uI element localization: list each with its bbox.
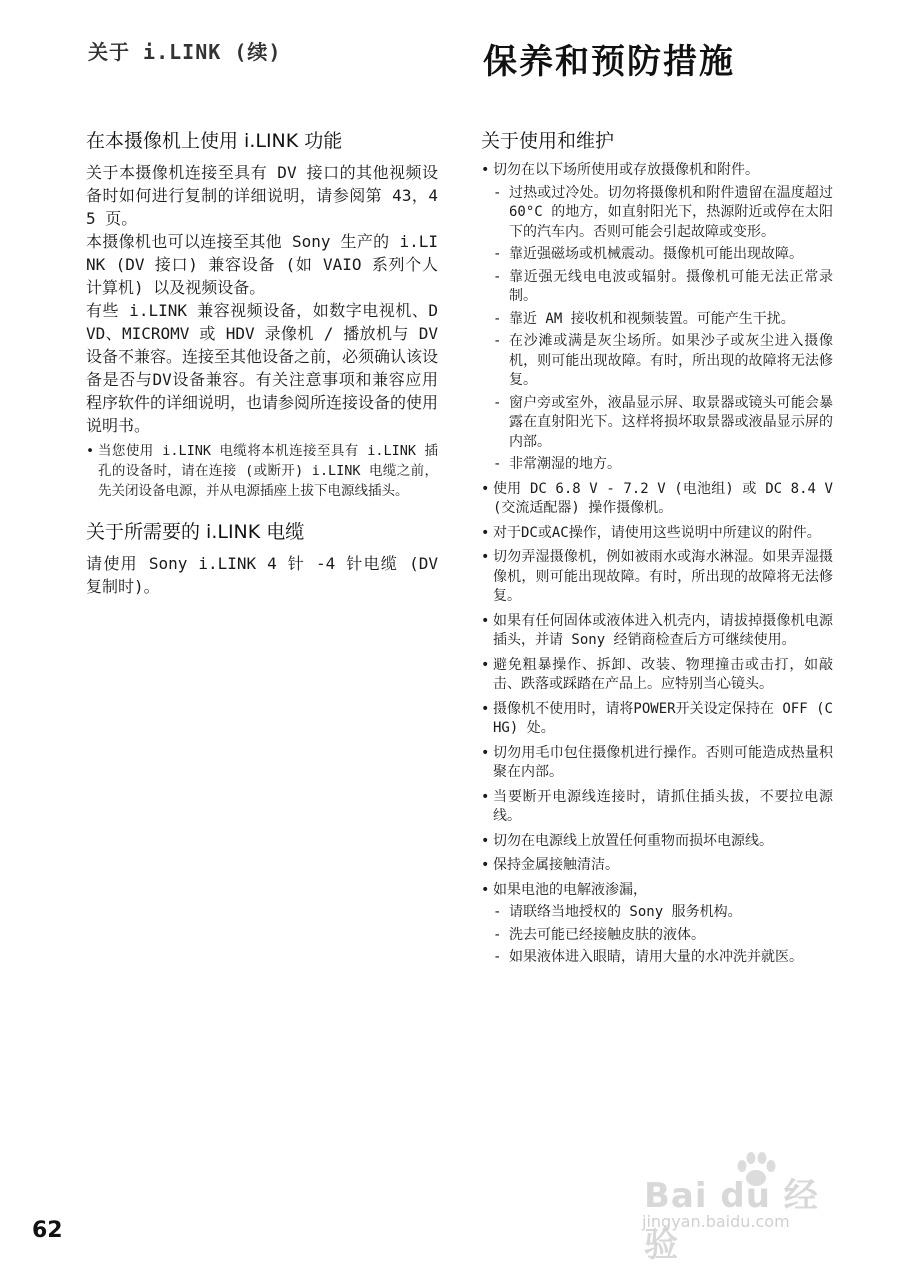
bullet-icon: • (481, 612, 490, 629)
list-item (481, 744, 833, 783)
item-text: 对于DC或AC操作，请使用这些说明中所建议的附件。 (493, 524, 821, 541)
section-title-ilink-use: 在本摄像机上使用 i.LINK 功能 (86, 130, 343, 152)
bullet-icon: • (481, 857, 490, 873)
sub-item (481, 310, 833, 330)
sub-item (481, 245, 833, 265)
sub-item-text: 过热或过冷处。切勿将摄像机和附件遗留在温度超过 60°C 的地方，如直射阳光下，热源附近或停在太阳下的汽车内。否则可能会引起故障或变形。 (509, 184, 833, 240)
bullet-icon: • (86, 443, 95, 459)
dash-icon: - (493, 268, 502, 285)
item-text: 切勿用毛巾包住摄像机进行操作。否则可能造成热量积聚在内部。 (493, 744, 833, 780)
bullet-icon: • (481, 524, 490, 541)
bullet-icon: • (481, 480, 490, 497)
paragraph: 关于本摄像机连接至具有 DV 接口的其他视频设备时如何进行复制的详细说明，请参阅第 43，45 页。 (86, 163, 438, 228)
sub-item (481, 903, 833, 923)
baidu-watermark (638, 1150, 838, 1265)
item-text: 切勿在以下场所使用或存放摄像机和附件。 (493, 162, 759, 178)
list-item (481, 612, 833, 651)
paragraph: 请使用 Sony i.LINK 4 针 -4 针电缆 (DV 复制时)。 (86, 554, 438, 596)
item-text: 切勿弄湿摄像机，例如被雨水或海水淋湿。如果弄湿摄像机，则可能出现故障。有时，所出现的故障将无法修复。 (493, 549, 833, 604)
dash-icon: - (493, 184, 502, 201)
list-item (481, 788, 833, 827)
section-continuation-header: 关于 i.LINK (续) (88, 40, 282, 64)
bullet-icon: • (481, 832, 490, 849)
bullet-icon: • (481, 700, 490, 717)
watermark-url: jingyan.baidu.com (642, 1212, 790, 1231)
section-title-ilink-cable: 关于所需要的 i.LINK 电缆 (86, 521, 305, 543)
bullet-icon: • (481, 162, 490, 178)
dash-icon: - (493, 926, 502, 943)
note-text: 当您使用 i.LINK 电缆将本机连接至具有 i.LINK 插孔的设备时，请在连接 (或断开) i.LINK 电缆之前，先关闭设备电源，并从电源插座上拔下电源线插头。 (98, 443, 438, 499)
sub-item (481, 455, 833, 475)
sub-item (481, 948, 833, 968)
sub-item (481, 926, 833, 946)
sub-item-text: 窗户旁或室外，液晶显示屏、取景器或镜头可能会暴露在直射阳光下。这样将损坏取景器或液晶显示屏的内部。 (509, 394, 833, 450)
sub-item-text: 非常潮湿的地方。 (509, 456, 621, 472)
list-item (481, 656, 833, 695)
sub-item-text: 在沙滩或满是灰尘场所。如果沙子或灰尘进入摄像机，则可能出现故障。有时，所出现的故障将无法修复。 (509, 333, 833, 388)
dash-icon: - (493, 246, 502, 262)
sub-item-text: 靠近强磁场或机械震动。摄像机可能出现故障。 (509, 246, 803, 262)
dash-icon: - (493, 949, 502, 965)
list-item (481, 480, 833, 519)
paragraph: 本摄像机也可以连接至其他 Sony 生产的 i.LINK (DV 接口) 兼容设备 (如 VAIO 系列个人计算机) 以及视频设备。 (86, 232, 438, 297)
list-item (481, 524, 833, 544)
bullet-icon: • (481, 881, 490, 898)
sub-item-text: 请联络当地授权的 Sony 服务机构。 (509, 904, 742, 920)
sub-item-text: 如果液体进入眼睛，请用大量的水冲洗并就医。 (509, 949, 803, 965)
list-item (481, 548, 833, 607)
note-bullet (86, 441, 438, 501)
item-text: 避免粗暴操作、拆卸、改装、物理撞击或击打，如敲击、跌落或踩踏在产品上。应特别当心镜头。 (493, 656, 833, 692)
bullet-icon: • (481, 744, 490, 761)
bullet-icon: • (481, 656, 490, 673)
item-text: 如果有任何固体或液体进入机壳内，请拔掉摄像机电源插头，并请 Sony 经销商检查后方可继续使用。 (493, 612, 833, 648)
right-column (481, 126, 833, 973)
sub-item (481, 394, 833, 453)
section-title-use-maintenance: 关于使用和维护 (481, 130, 615, 152)
item-text: 保持金属接触清洁。 (493, 857, 619, 873)
list-item (481, 832, 833, 852)
sub-item (481, 332, 833, 391)
item-text: 如果电池的电解液渗漏， (493, 881, 647, 898)
list-item (481, 881, 833, 968)
dash-icon: - (493, 456, 502, 472)
dash-icon: - (493, 904, 502, 920)
sub-item (481, 268, 833, 307)
list-item (481, 161, 833, 475)
sub-item (481, 184, 833, 243)
precautions-list (481, 161, 833, 968)
dash-icon: - (493, 333, 502, 349)
bullet-icon: • (481, 788, 490, 805)
sub-list (493, 184, 833, 475)
left-column (86, 126, 438, 598)
bullet-icon: • (481, 549, 490, 565)
item-text: 切勿在电源线上放置任何重物而损坏电源线。 (493, 832, 773, 849)
sub-item-text: 靠近 AM 接收机和视频装置。可能产生干扰。 (509, 310, 795, 327)
sub-item-text: 靠近强无线电电波或辐射。摄像机可能无法正常录制。 (509, 268, 833, 304)
dash-icon: - (493, 310, 502, 327)
item-text: 摄像机不使用时，请将POWER开关设定保持在 OFF (CHG) 处。 (493, 700, 833, 736)
item-text: 使用 DC 6.8 V - 7.2 V (电池组) 或 DC 8.4 V (交流适配器) 操作摄像机。 (493, 480, 833, 516)
page-number: 62 (32, 1218, 63, 1243)
dash-icon: - (493, 394, 502, 411)
list-item (481, 856, 833, 876)
sub-item-text: 洗去可能已经接触皮肤的液体。 (509, 926, 705, 943)
item-text: 当要断开电源线连接时，请抓住插头拔，不要拉电源线。 (493, 788, 833, 824)
sub-list (493, 903, 833, 968)
paragraph: 有些 i.LINK 兼容视频设备，如数字电视机、DVD、MICROMV 或 HDV 录像机 / 播放机与 DV 设备不兼容。连接至其他设备之前，必须确认该设备是否与DV设备兼容。有关注意事项和兼容应用程序软件的详细说明，也请参阅所连接设备的使用说明书。 (86, 301, 439, 435)
list-item (481, 700, 833, 739)
watermark-logo-text: Bai du 经验 (644, 1176, 819, 1265)
chapter-title: 保养和预防措施 (483, 42, 735, 82)
